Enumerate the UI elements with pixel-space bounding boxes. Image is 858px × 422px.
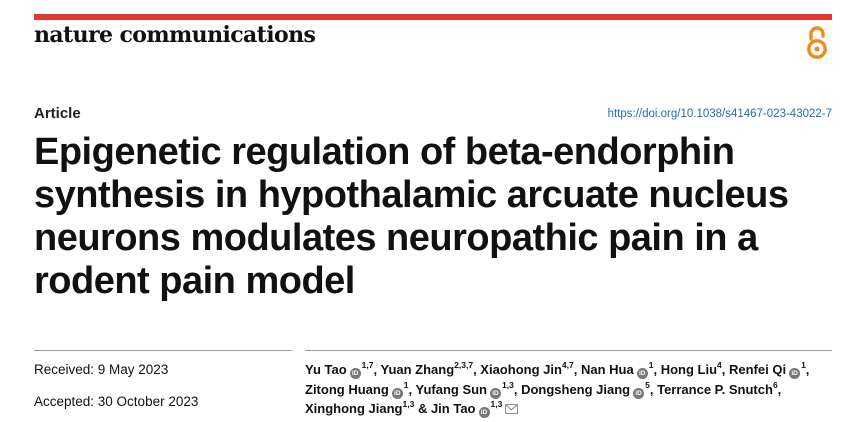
journal-accent-rule [34, 14, 832, 20]
author[interactable]: Hong Liu$^4$ [660, 360, 722, 377]
orcid-icon[interactable]: iD [490, 388, 501, 399]
dates-divider [34, 350, 292, 351]
orcid-icon[interactable]: iD [350, 368, 361, 379]
doi-link[interactable]: https://doi.org/10.1038/s41467-023-43022-7 [607, 108, 832, 120]
title-line: synthesis in hypothalamic arcuate nucleus [34, 174, 789, 216]
author[interactable]: Terrance P. Snutch$^6$ [657, 379, 778, 397]
orcid-icon[interactable]: iD [789, 368, 800, 379]
author[interactable]: Dongsheng Jiang $iD^5$ [521, 379, 650, 397]
title-line: rodent pain model [34, 260, 355, 302]
open-access-icon [806, 25, 828, 61]
received-date: Received: 9 May 2023 [34, 362, 169, 377]
author[interactable]: Yuan Zhang$^{2,3,7}$ [380, 360, 474, 377]
email-icon[interactable] [505, 404, 518, 414]
author[interactable]: Yu Tao iD$^{1,7}$ [305, 360, 374, 377]
article-title [34, 131, 834, 303]
author[interactable]: Xiaohong Jin$^{4,7}$ [480, 360, 574, 377]
author[interactable]: Jin Tao iD$^{1,3}$ [430, 399, 503, 416]
title-line: Epigenetic regulation of beta-endorphin [34, 131, 735, 173]
author[interactable]: Nan Hua $iD^1$ [580, 360, 654, 377]
author[interactable]: Zitong Huang $iD^1$ [305, 379, 409, 397]
author[interactable]: Xinghong Jiang$^{1,3}$ [305, 399, 415, 416]
orcid-icon[interactable]: iD [637, 368, 648, 379]
authors-divider [305, 350, 832, 351]
author[interactable]: Renfei Qi $iD^1$ [728, 360, 806, 377]
orcid-icon[interactable]: iD [392, 388, 403, 399]
author-list: Yu Tao iD$^{1,7}$, Yuan Zhang$^{2,3,7}$, Xiaohong Jin$^{4,7}$, Nan Hua $iD^1$, Hong Liu$^4$, Renfei Qi $iD^1$, Zitong Huang $iD^1$, Yufang Sun iD$^{1,3}$, Dongsheng Jiang $iD^5$, Terrance P. Snutch$^6$, Xinghong Jiang$^{1,3}$ & Jin Tao iD$^{1,3}$ [305, 360, 810, 416]
title-line: neurons modulates neuropathic pain in a [34, 217, 758, 259]
author[interactable]: Yufang Sun iD$^{1,3}$ [415, 379, 514, 397]
orcid-icon[interactable]: iD [479, 407, 490, 418]
accepted-date: Accepted: 30 October 2023 [34, 394, 199, 409]
article-type: Article [34, 105, 81, 122]
orcid-icon[interactable]: iD [633, 388, 644, 399]
journal-name[interactable]: nature communications [34, 22, 316, 48]
